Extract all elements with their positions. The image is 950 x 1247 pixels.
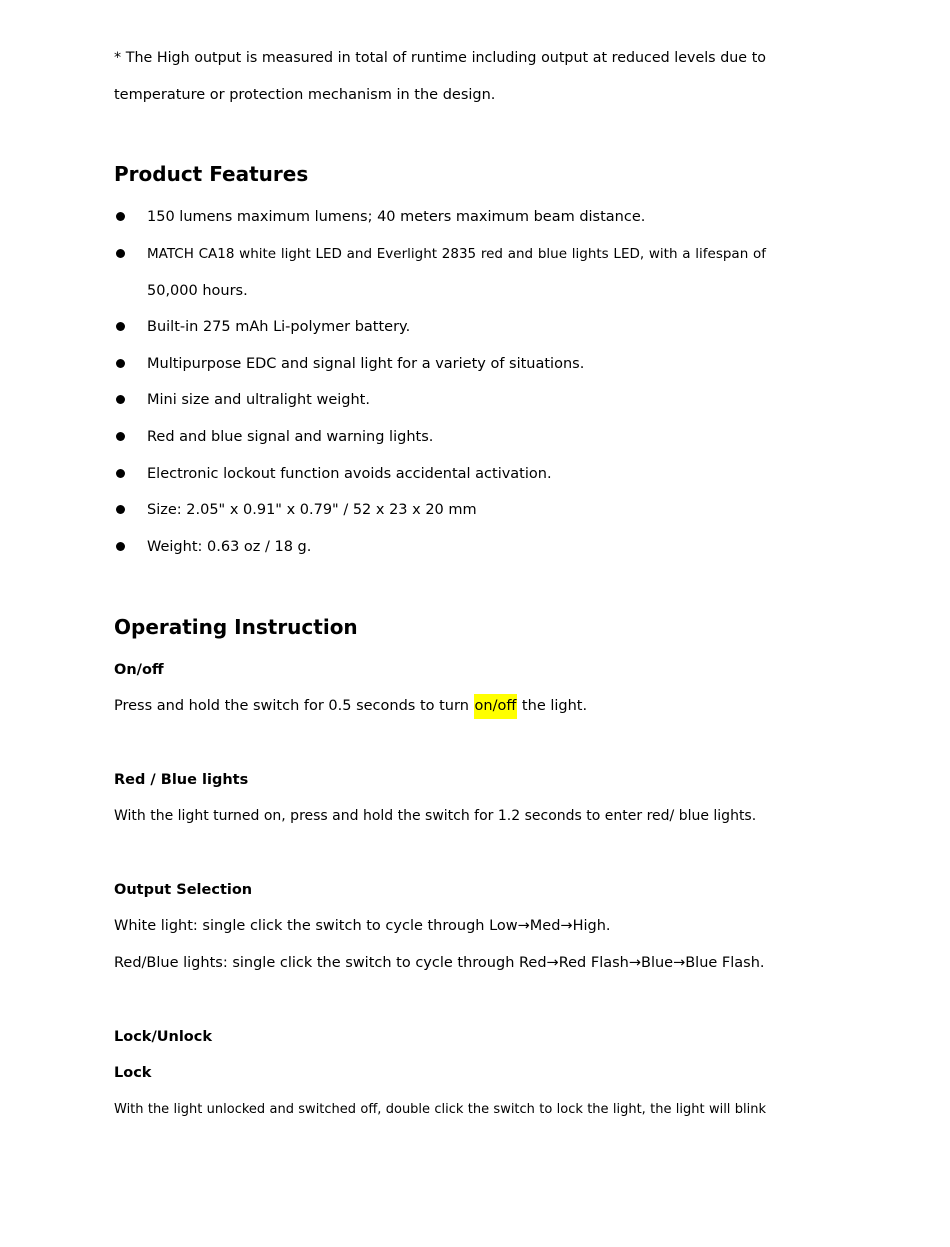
lock-text: With the light unlocked and switched off, double click the switch to lock the light, the light will blink (114, 1102, 766, 1117)
onoff-text (114, 696, 766, 716)
bullet-icon (116, 542, 125, 551)
output-red-blue-text: Red/Blue lights: single click the switch to cycle through Red→Red Flash→Blue→Blue Flash. (114, 955, 765, 971)
feature-item-continuation: 50,000 hours. (147, 283, 248, 299)
feature-item: Electronic lockout function avoids accidental activation. (147, 466, 552, 482)
bullet-icon (116, 322, 125, 331)
red-blue-text: With the light turned on, press and hold the switch for 1.2 seconds to enter red/ blue lights. (114, 808, 757, 824)
onoff-text-after: the light. (517, 698, 588, 714)
bullet-icon (116, 395, 125, 404)
note-line-1: * The High output is measured in total of runtime including output at reduced levels due to (114, 50, 766, 66)
feature-item: MATCH CA18 white light LED and Everlight 2835 red and blue lights LED, with a lifespan of (147, 246, 766, 262)
feature-item: Weight: 0.63 oz / 18 g. (147, 539, 312, 555)
bullet-icon (116, 432, 125, 441)
highlighted-text: on/off (474, 694, 518, 719)
subheading-lock-unlock: Lock/Unlock (114, 1029, 213, 1045)
output-white-text: White light: single click the switch to cycle through Low→Med→High. (114, 918, 611, 934)
feature-item: Size: 2.05" x 0.91" x 0.79" / 52 x 23 x 20 mm (147, 502, 477, 518)
feature-item: Built-in 275 mAh Li-polymer battery. (147, 319, 411, 335)
bullet-icon (116, 249, 125, 258)
feature-item: Red and blue signal and warning lights. (147, 429, 434, 445)
subheading-red-blue: Red / Blue lights (114, 772, 249, 788)
feature-item: Mini size and ultralight weight. (147, 392, 370, 408)
bullet-icon (116, 212, 125, 221)
feature-item: 150 lumens maximum lumens; 40 meters maximum beam distance. (147, 209, 646, 225)
onoff-text-before: Press and hold the switch for 0.5 seconds to turn (114, 698, 474, 714)
subheading-lock: Lock (114, 1065, 152, 1081)
section-heading-features: Product Features (114, 162, 309, 186)
feature-item: Multipurpose EDC and signal light for a variety of situations. (147, 356, 585, 372)
subheading-output-selection: Output Selection (114, 882, 253, 898)
bullet-icon (116, 505, 125, 514)
subheading-onoff: On/off (114, 662, 164, 678)
bullet-icon (116, 469, 125, 478)
note-line-2: temperature or protection mechanism in the design. (114, 87, 496, 103)
bullet-icon (116, 359, 125, 368)
section-heading-instructions: Operating Instruction (114, 615, 358, 639)
